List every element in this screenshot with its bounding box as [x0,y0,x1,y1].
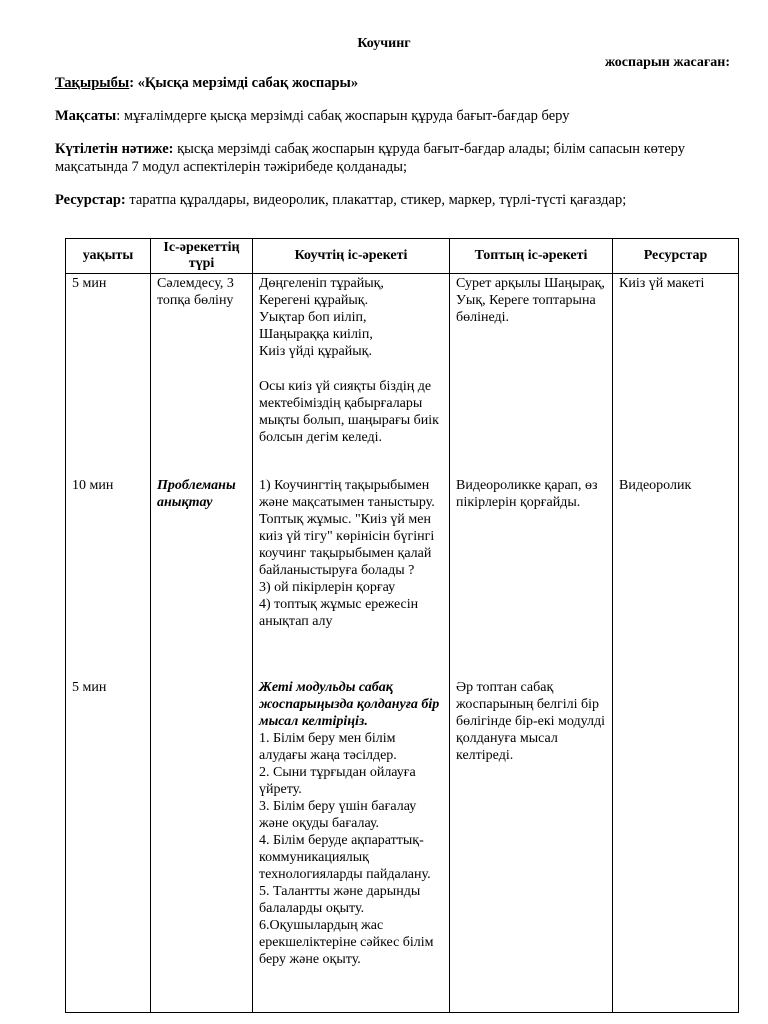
row2-resource: Видеоролик [619,478,692,493]
header-resources: Ресурстар [613,239,739,274]
row1-type: Сәлемдесу, 3 топқа бөліну [157,276,234,308]
header-time: уақыты [66,239,151,274]
goal-line [55,107,735,125]
row2-coach-line: 1) Коучингтің тақырыбымен және мақсатымен таныстыру. [259,478,435,510]
header-activity-type: Іс-әрекеттің түрі [151,239,253,274]
type-column [151,274,253,1013]
row3-group: Әр топтан сабақ жоспарының белгілі бір бөлігінде бір-екі модулді қолдануға мысал келтіреді. [456,680,606,763]
row1-time: 5 мин [72,276,107,291]
row1-coach-line: Осы киіз үй сияқты біздің де мектебіміздің қабырғалары мықты болып, шаңырағы биік болсын дегім келеді. [259,379,439,445]
author-label: жоспарын жасаған: [605,55,730,70]
topic-value: : «Қысқа мерзімді сабақ жоспары» [129,75,359,91]
lesson-plan-table [65,238,739,1013]
row2-coach [259,477,443,679]
row2-coach-line: Топтық жұмыс. "Киіз үй мен киіз үй тігу" көрінісін бүгінгі коучинг тақырыбымен қалай байланыстыруға болады ? [259,512,435,578]
row3-coach-line: 3. Білім беру үшін бағалау және оқуды бағалау. [259,799,417,831]
resources-label: Ресурстар: [55,192,126,208]
result-value: қысқа мерзімді сабақ жоспарын құруда бағыт-бағдар алады; білім сапасын көтеру мақсатында 7 модул аспектілерін тәжірибеде қолданады; [55,141,685,175]
row2-group: Видеороликке қарап, өз пікірлерін қорғайды. [456,478,598,510]
row1-coach-line: Керегені құрайық. [259,293,369,308]
row2-type: Проблеманы анықтау [157,478,236,510]
time-column [66,274,151,1013]
header-coach-activity: Коучтің іс-әрекеті [253,239,450,274]
row3-coach-line: 5. Талантты және дарынды балаларды оқыту. [259,884,421,916]
row3-coach-line: 4. Білім беруде ақпараттық-коммуникациялық технологияларды пайдалану. [259,833,431,882]
coach-column [253,274,450,1013]
group-column [450,274,613,1013]
row3-coach-line: 6.Оқушылардың жас ерекшеліктеріне сәйкес білім беру және оқыту. [259,918,434,967]
row1-coach-line: Уықтар боп иіліп, [259,310,367,325]
row2-coach-line: 3) ой пікірлерін қорғау [259,580,396,595]
result-line [55,140,735,176]
resource-column [613,274,739,1013]
topic-line [55,74,735,92]
table-row [66,274,739,1013]
row1-coach-line: Киіз үйді құрайық. [259,344,372,359]
goal-value: : мұғалімдерге қысқа мерзімді сабақ жоспарын құруда бағыт-бағдар беру [116,108,570,124]
topic-label: Тақырыбы [55,75,130,91]
header-group-activity: Топтың іс-әрекеті [450,239,613,274]
row3-time: 5 мин [72,680,107,695]
row3-coach-heading: Жеті модульды сабақ жоспарыңызда қолдануға бір мысал келтіріңіз. [259,680,440,729]
resources-value: таратпа құралдары, видеоролик, плакаттар, стикер, маркер, түрлі-түсті қағаздар; [125,192,627,208]
row1-coach [259,275,443,477]
row3-coach-line: 2. Сыни тұрғыдан ойлауға үйрету. [259,765,416,797]
row1-group: Сурет арқылы Шаңырақ, Уық, Кереге топтарына бөлінеді. [456,276,605,325]
document-title: Коучинг [357,36,411,51]
row2-time: 10 мин [72,478,114,493]
row3-coach-line: 1. Білім беру мен білім алудағы жаңа тәсілдер. [259,731,397,763]
resources-line [55,191,735,209]
row1-coach-line: Шаңыраққа киіліп, [259,327,373,342]
goal-label: Мақсаты [55,108,117,124]
row2-coach-line: 4) топтық жұмыс ережесін анықтап алу [259,597,419,629]
result-label: Күтілетін нәтиже: [55,141,174,157]
row3-coach [259,679,443,968]
row1-resource: Киіз үй макеті [619,276,705,291]
row1-coach-line: Дөңгеленіп тұрайық, [259,276,384,291]
table-header-row [66,239,739,274]
